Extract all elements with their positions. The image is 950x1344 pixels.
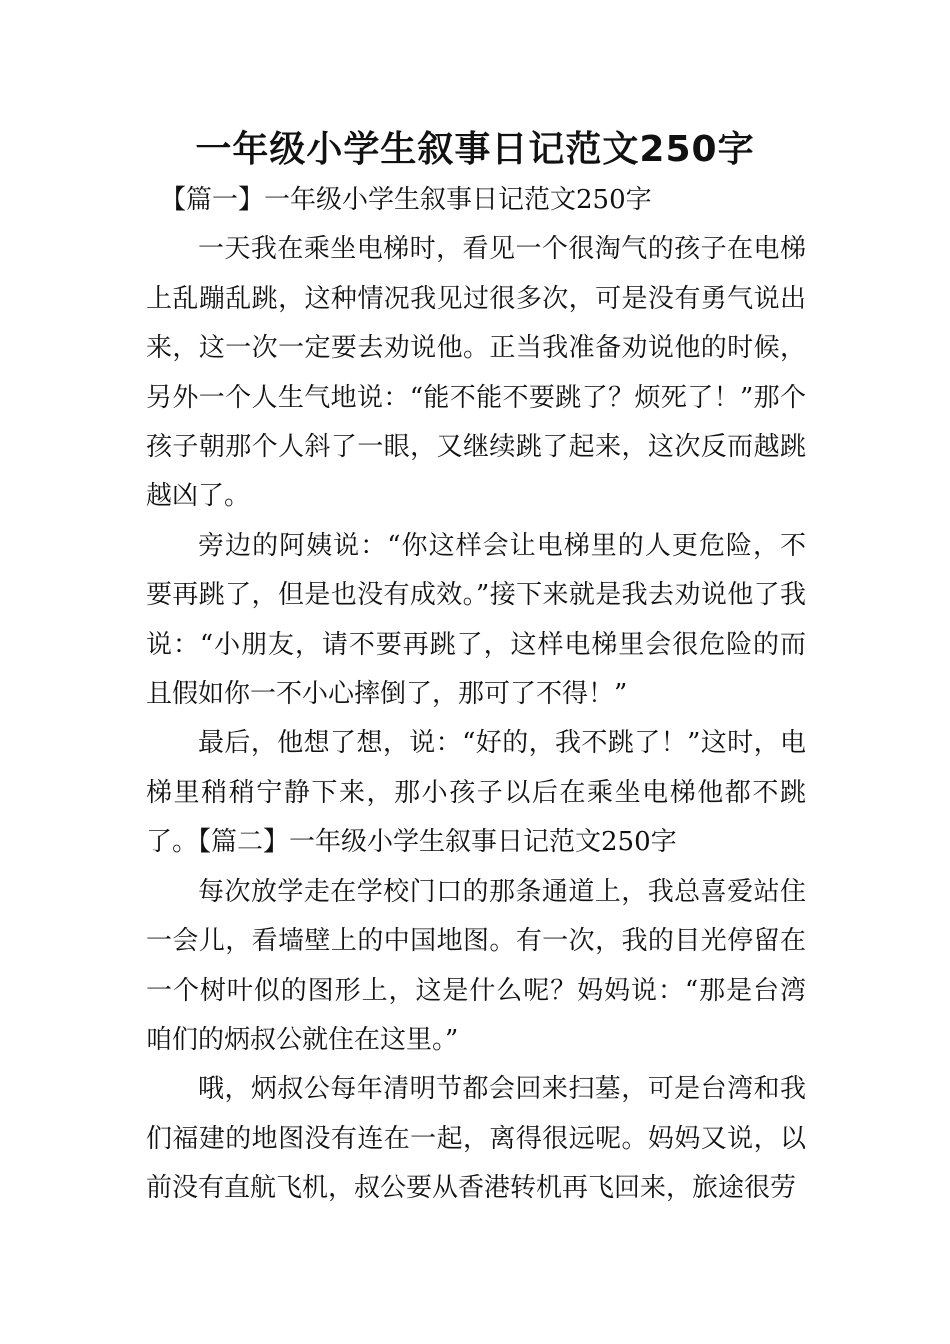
paragraph: 一天我在乘坐电梯时，看见一个很淘气的孩子在电梯上乱蹦乱跳，这种情况我见过很多次，可是没有勇气说出来，这一次一定要去劝说他。正当我准备劝说他的时候，另外一个人生气地说：“能不能不要跳了？烦死了！”那个孩子朝那个人斜了一眼，又继续跳了起来，这次反而越跳越凶了。 [146,234,806,512]
paragraph: 最后，他想了想，说：“好的，我不跳了！”这时，电梯里稍稍宁静下来，那小孩子以后在乘坐电梯他都不跳了。【篇二】一年级小学生叙事日记范文250字 [146,728,806,858]
paragraph: 旁边的阿姨说：“你这样会让电梯里的人更危险，不要再跳了，但是也没有成效。”接下来就是我去劝说他了我说：“小朋友，请不要再跳了，这样电梯里会很危险的而且假如你一不小心摔倒了，那可了不得！” [146,530,806,710]
paragraph: 哦，炳叔公每年清明节都会回来扫墓，可是台湾和我们福建的地图没有连在一起，离得很远呢。妈妈又说，以前没有直航飞机，叔公要从香港转机再飞回来，旅途很劳 [146,1074,806,1204]
paragraph: 每次放学走在学校门口的那条通道上，我总喜爱站住一会儿，看墙壁上的中国地图。有一次，我的目光停留在一个树叶似的图形上，这是什么呢？妈妈说：“那是台湾咱们的炳叔公就住在这里。” [146,876,806,1055]
document-body [146,176,806,1214]
document-title: 一年级小学生叙事日记范文250字 [195,129,755,170]
section-heading: 【篇一】一年级小学生叙事日记范文250字 [160,185,652,215]
